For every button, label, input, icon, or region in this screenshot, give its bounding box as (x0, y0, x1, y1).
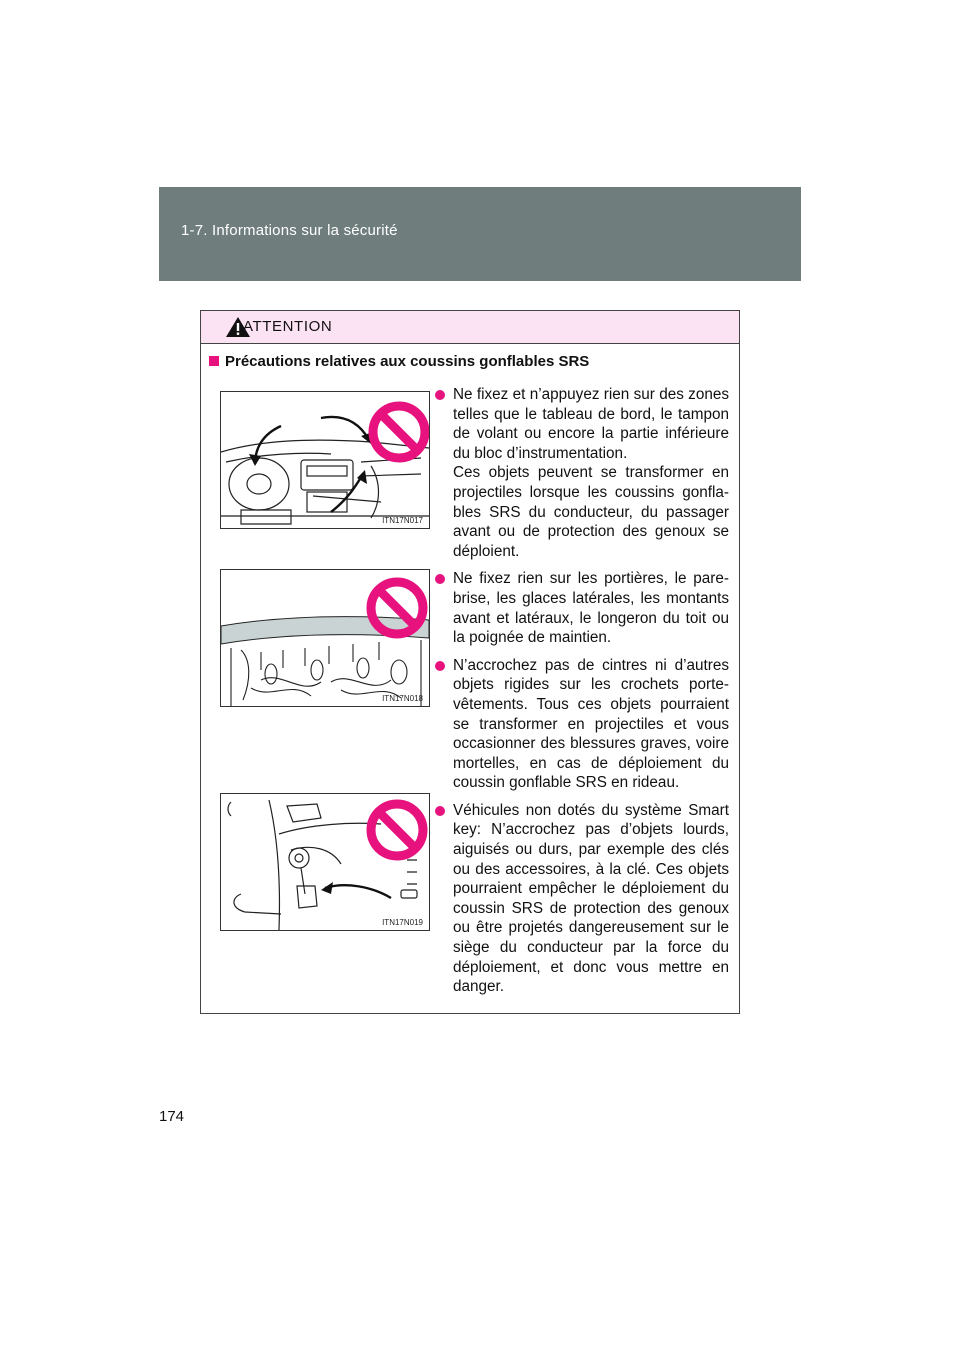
attention-label: ATTENTION (243, 318, 333, 335)
figure-roof-rail (220, 569, 430, 707)
bullet-dot-icon (435, 390, 445, 400)
bullet-dot-icon (435, 806, 445, 816)
figure-code: ITN17N018 (382, 694, 423, 703)
subheading-text: Précautions relatives aux coussins gonflables SRS (225, 353, 590, 370)
figure-ignition-key (220, 793, 430, 931)
list-item (429, 656, 729, 793)
dashboard-illustration-icon (221, 392, 429, 528)
list-item (429, 385, 729, 561)
section-header-band (159, 187, 801, 281)
bullet-text: N’accrochez pas de cintres ni d’autres objets rigides sur les crochets porte-vêtements. Tous ces objets pourraient se transformer en projectiles et vous occasionner des blessures graves, voire mortelles, en cas de déploiement du coussin gonflable SRS en rideau. (453, 656, 729, 792)
square-bullet-icon (209, 356, 219, 366)
attention-box (200, 310, 740, 1014)
bullet-list (429, 385, 729, 1005)
page-number: 174 (159, 1108, 185, 1125)
bullet-text: Ne fixez rien sur les portières, le pare-brise, les glaces latérales, les montants avant et latéraux, le longeron du toit ou la poignée de maintien. (453, 570, 729, 647)
figure-code: ITN17N017 (382, 516, 423, 525)
ignition-key-illustration-icon (221, 794, 429, 930)
bullet-dot-icon (435, 574, 445, 584)
figure-code: ITN17N019 (382, 918, 423, 927)
figure-dashboard (220, 391, 430, 529)
bullet-text: Véhicules non dotés du système Smart key: N’accrochez pas d’objets lourds, aiguisés ou durs, par exemple des clés ou des accessoires, à la clé. Ces objets pourraient empêcher le déploiement du coussin SRS de protection des genoux ou être projetés dangereusement sur le siège du conducteur par la force du déploiement, et donc vous mettre en danger. (453, 801, 729, 996)
bullet-text: Ne fixez et n’appuyez rien sur des zones telles que le tableau de bord, le tampon de volant ou encore la partie inférieure du bloc d’instrumentation. (453, 386, 729, 462)
prohibited-icon (373, 406, 425, 458)
bullet-dot-icon (435, 661, 445, 671)
list-item (429, 569, 729, 647)
subheading (209, 353, 589, 370)
attention-header (201, 311, 739, 344)
list-item (429, 801, 729, 997)
roof-rail-illustration-icon (221, 570, 429, 706)
bullet-text: Ces objets peuvent se transformer en projectiles lorsque les coussins gonfla-bles SRS du conducteur, du passager avant ou de protection des genoux se déploient. (453, 464, 729, 560)
section-title: 1-7. Informations sur la sécurité (181, 222, 398, 239)
prohibited-icon (371, 804, 423, 856)
